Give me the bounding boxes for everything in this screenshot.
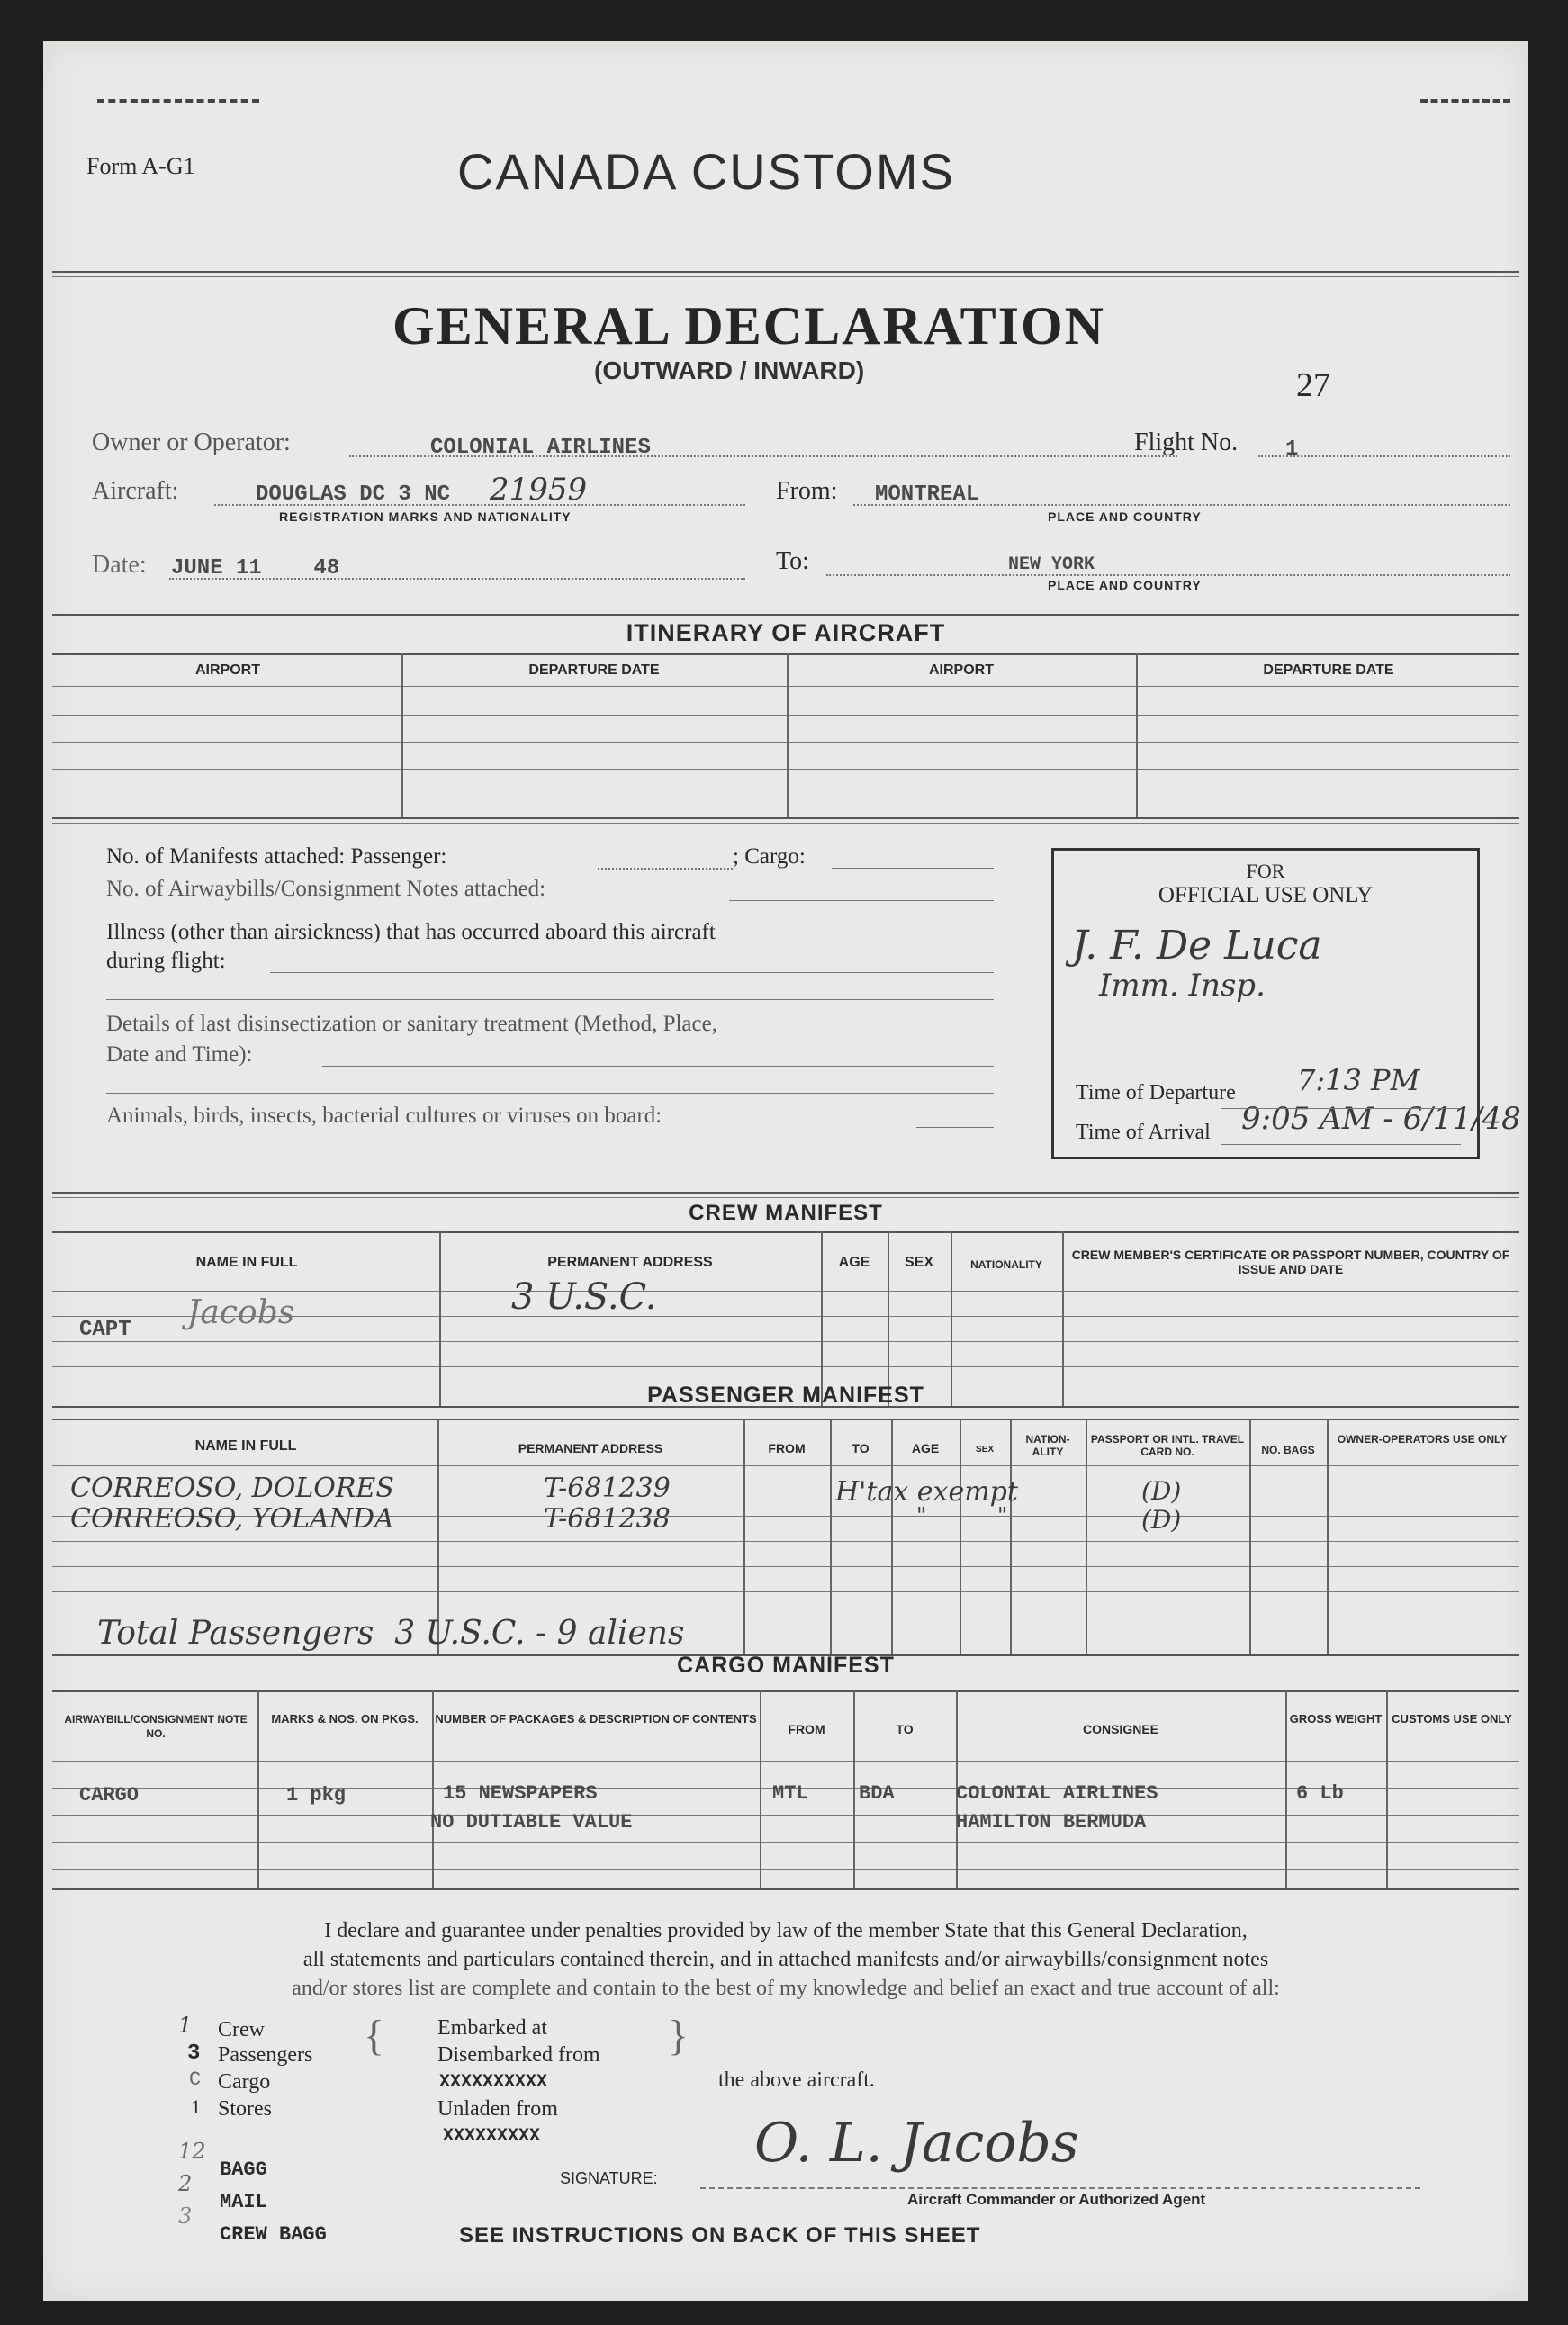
official-title-1: FOR (1246, 860, 1285, 882)
crew-col-age: AGE (838, 1255, 870, 1270)
header-rule (52, 271, 1519, 273)
passenger-rule-head (52, 1419, 1519, 1420)
bagg-label: BAGG (220, 2158, 267, 2181)
crew-rule-head (52, 1231, 1519, 1233)
passenger-2-ditto-1: " (916, 1503, 927, 1528)
flight-label: Flight No. (1134, 428, 1239, 456)
signature-caption: Aircraft Commander or Authorized Agent (907, 2191, 1206, 2208)
passenger-2-passport: (D) (1141, 1505, 1182, 1535)
form-number: Form A-G1 (86, 153, 195, 179)
crew-col-name: NAME IN FULL (195, 1255, 298, 1270)
from-label: From: (776, 477, 838, 505)
unladen-label: Unladen from (437, 2097, 558, 2121)
date-value: JUNE 11 48 (171, 556, 340, 581)
cargo-line (52, 1842, 1519, 1843)
page-number: 27 (1296, 366, 1330, 404)
page-title: GENERAL DECLARATION (392, 296, 1106, 356)
crew-col-nationality: NATIONALITY (970, 1258, 1042, 1271)
passenger-divider (960, 1419, 961, 1654)
cargo-divider (760, 1690, 761, 1888)
cargo-count-line (832, 868, 994, 869)
departure-label: Time of Departure (1076, 1081, 1236, 1104)
passenger-2-ditto-2: " (997, 1503, 1008, 1528)
crew-count-label: Crew (218, 2018, 265, 2041)
flight-value: 1 (1285, 437, 1299, 462)
passenger-divider (1086, 1419, 1087, 1654)
owner-value: COLONIAL AIRLINES (430, 436, 651, 460)
cargo-col-note: AIRWAYBILL/CONSIGNMENT NOTE NO. (64, 1713, 248, 1740)
disinsect-label-2: Date and Time): (106, 1042, 253, 1067)
cargo-col-from: FROM (788, 1722, 825, 1736)
passenger-col-from: FROM (768, 1441, 806, 1455)
declaration-form (43, 41, 1528, 2301)
official-title-2: OFFICIAL USE ONLY (1158, 883, 1374, 907)
signature-label: SIGNATURE: (560, 2169, 658, 2187)
passenger-1-name: CORREOSO, DOLORES (70, 1473, 394, 1504)
illness-label-1: Illness (other than airsickness) that has occurred aboard this aircraft (106, 920, 716, 944)
official-use-box (1051, 848, 1521, 1159)
cargo-col-to: TO (896, 1722, 914, 1736)
official-signature-1: J. F. De Luca (1072, 923, 1322, 969)
cargo-row2-desc: NO DUTIABLE VALUE (430, 1811, 633, 1834)
crew-line (52, 1291, 1519, 1292)
to-sublabel: PLACE AND COUNTRY (1048, 578, 1202, 592)
cargo-col-weight: GROSS WEIGHT (1289, 1712, 1383, 1726)
passengers-count: 3 (187, 2041, 201, 2066)
passenger-1-passport: (D) (1141, 1476, 1182, 1506)
passenger-divider (743, 1419, 745, 1654)
passenger-col-sex: SEX (975, 1445, 994, 1455)
passenger-col-bags: NO. BAGS (1261, 1444, 1315, 1456)
cargo-line (52, 1869, 1519, 1870)
departure-line (1221, 1108, 1461, 1109)
itinerary-line (52, 742, 1519, 743)
from-value: MONTREAL (875, 482, 979, 507)
cargo-count-label-2: Cargo (218, 2070, 271, 2094)
top-dash-right (1420, 99, 1510, 103)
declaration-line-1: I declare and guarantee under penalties provided by law of the member State that this General Declaration, (324, 1919, 1248, 1942)
crew-divider (951, 1231, 952, 1406)
itinerary-divider (1136, 653, 1138, 817)
airwaybills-line (729, 900, 994, 901)
struck-text-2: XXXXXXXXX (443, 2126, 541, 2147)
passenger-2-name: CORREOSO, YOLANDA (70, 1503, 394, 1535)
official-signature-2: Imm. Insp. (1099, 968, 1266, 1004)
cargo-divider (1386, 1690, 1388, 1888)
cargo-row-from: MTL (772, 1782, 808, 1805)
crew-divider (439, 1231, 441, 1406)
cargo-divider (1285, 1690, 1287, 1888)
itinerary-col-airport-2: AIRPORT (929, 662, 994, 678)
itinerary-rule-top (52, 614, 1519, 616)
itinerary-col-date-1: DEPARTURE DATE (528, 662, 660, 678)
passenger-divider (1010, 1419, 1012, 1654)
crew-col-sex: SEX (904, 1255, 933, 1270)
itinerary-divider (787, 653, 789, 817)
itinerary-rule-head (52, 653, 1519, 655)
arrival-line (1221, 1144, 1461, 1145)
aircraft-value: DOUGLAS DC 3 NC (256, 482, 451, 507)
left-brace: { (364, 2012, 385, 2059)
disinsect-line (322, 1066, 994, 1067)
itinerary-divider (401, 653, 403, 817)
agency-title: CANADA CUSTOMS (457, 143, 955, 200)
illness-line-2 (106, 999, 994, 1000)
cargo-col-consignee: CONSIGNEE (1082, 1722, 1158, 1736)
page-subtitle: (OUTWARD / INWARD) (594, 356, 865, 384)
manifests-line (598, 868, 733, 870)
mail-count: 2 (178, 2171, 193, 2196)
cargo-divider (853, 1690, 855, 1888)
cargo-col-marks: MARKS & NOS. ON PKGS. (271, 1712, 419, 1726)
instructions-footer: SEE INSTRUCTIONS ON BACK OF THIS SHEET (459, 2223, 981, 2248)
passenger-divider (830, 1419, 832, 1654)
above-aircraft: the above aircraft. (718, 2068, 875, 2092)
crew-rule-top-2 (52, 1197, 1519, 1198)
animals-line (916, 1127, 994, 1128)
header-rule-2 (52, 276, 1519, 277)
disinsect-line-2 (106, 1093, 994, 1094)
cargo-col-desc: NUMBER OF PACKAGES & DESCRIPTION OF CONTENTS (435, 1712, 757, 1726)
illness-line (270, 972, 994, 973)
crew-row-address: 3 U.S.C. (511, 1276, 657, 1318)
owner-label: Owner or Operator: (92, 428, 291, 456)
aircraft-label: Aircraft: (92, 477, 179, 505)
cargo-manifest-title: CARGO MANIFEST (677, 1653, 895, 1678)
cargo-line (52, 1761, 1519, 1762)
cargo-rule-bottom (52, 1888, 1519, 1890)
to-line (826, 574, 1510, 576)
crew-line (52, 1341, 1519, 1342)
passenger-line (52, 1566, 1519, 1567)
crew-line (52, 1366, 1519, 1367)
crew-col-address: PERMANENT ADDRESS (547, 1255, 713, 1270)
aircraft-registration: 21959 (490, 472, 588, 508)
cargo-count-label: ; Cargo: (733, 844, 806, 869)
arrival-label: Time of Arrival (1076, 1121, 1211, 1144)
mail-label: MAIL (220, 2191, 267, 2213)
itinerary-title: ITINERARY OF AIRCRAFT (626, 619, 946, 646)
passenger-line (52, 1465, 1519, 1466)
declaration-line-2: all statements and particulars contained therein, and in attached manifests and/or airwaybills/consignment notes (302, 1948, 1269, 1971)
arrival-value: 9:05 AM - 6/11/48 (1241, 1101, 1521, 1137)
animals-label: Animals, birds, insects, bacterial cultures or viruses on board: (106, 1104, 662, 1128)
itinerary-col-airport-1: AIRPORT (195, 662, 260, 678)
itinerary-col-date-2: DEPARTURE DATE (1263, 662, 1394, 678)
illness-label-2: during flight: (106, 949, 226, 973)
right-brace: } (668, 2012, 689, 2059)
disembarked-label: Disembarked from (437, 2043, 600, 2067)
itinerary-line (52, 769, 1519, 770)
cargo-count: C (189, 2068, 202, 2091)
cargo-divider (432, 1690, 434, 1888)
passenger-manifest-title: PASSENGER MANIFEST (647, 1383, 924, 1408)
signature-value: O. L. Jacobs (754, 2112, 1079, 2175)
passenger-divider (1327, 1419, 1329, 1654)
bagg-count: 12 (178, 2139, 206, 2164)
itinerary-line (52, 686, 1519, 687)
disinsect-label-1: Details of last disinsectization or sanitary treatment (Method, Place, (106, 1012, 717, 1036)
cargo-col-customs: CUSTOMS USE ONLY (1392, 1712, 1512, 1726)
cargo-row-marks: 1 pkg (286, 1784, 347, 1807)
aircraft-sublabel: REGISTRATION MARKS AND NATIONALITY (279, 509, 572, 524)
cargo-row2-consignee: HAMILTON BERMUDA (956, 1811, 1147, 1834)
passenger-col-owner: OWNER-OPERATORS USE ONLY (1337, 1433, 1508, 1446)
struck-text-1: XXXXXXXXXX (439, 2072, 548, 2093)
crew-divider (1062, 1231, 1064, 1406)
crew-manifest-title: CREW MANIFEST (689, 1201, 883, 1225)
date-label: Date: (92, 551, 147, 579)
passenger-1-address: T-681239 (544, 1473, 671, 1504)
passenger-total: Total Passengers 3 U.S.C. - 9 aliens (97, 1615, 685, 1652)
passenger-col-to: TO (852, 1441, 870, 1455)
crew-col-certificate: CREW MEMBER'S CERTIFICATE OR PASSPORT NUMBER, COUNTRY OF ISSUE AND DATE (1071, 1248, 1510, 1276)
stores-label: Stores (218, 2097, 272, 2121)
declaration-line-3: and/or stores list are complete and contain to the best of my knowledge and belief an exact and true account of all: (292, 1977, 1280, 2000)
itinerary-rule-bottom (52, 817, 1519, 819)
cargo-line (52, 1815, 1519, 1816)
cargo-row-to: BDA (859, 1782, 895, 1805)
signature-line (700, 2187, 1420, 2189)
from-sublabel: PLACE AND COUNTRY (1048, 509, 1202, 524)
passenger-col-age: AGE (911, 1441, 940, 1455)
passengers-count-label: Passengers (218, 2043, 313, 2067)
to-value: NEW YORK (1008, 554, 1095, 575)
crew-count: 1 (178, 2013, 193, 2038)
top-dash-left (97, 99, 259, 103)
passenger-col-address: PERMANENT ADDRESS (518, 1441, 663, 1455)
manifests-label: No. of Manifests attached: Passenger: (106, 844, 447, 869)
cargo-row-consignee: COLONIAL AIRLINES (956, 1782, 1158, 1805)
cargo-row-desc: 15 NEWSPAPERS (443, 1782, 598, 1805)
cargo-divider (257, 1690, 259, 1888)
cargo-row-note: CARGO (79, 1784, 140, 1807)
itinerary-line (52, 715, 1519, 716)
crew-row-name: Jacobs (187, 1294, 295, 1331)
crew-bagg-count: 3 (178, 2203, 193, 2229)
itinerary-rule-bottom-2 (52, 823, 1519, 824)
crew-bagg-label: CREW BAGG (220, 2223, 327, 2246)
passenger-2-address: T-681238 (544, 1503, 671, 1535)
passenger-1-tax: H'tax exempt (835, 1476, 1018, 1508)
passenger-col-nationality: NATION-ALITY (1025, 1433, 1070, 1458)
airwaybills-label: No. of Airwaybills/Consignment Notes attached: (106, 877, 546, 901)
crew-divider (821, 1231, 823, 1406)
stores-count: 1 (191, 2095, 201, 2118)
cargo-rule-head (52, 1690, 1519, 1692)
to-label: To: (776, 547, 809, 575)
embarked-label: Embarked at (437, 2016, 547, 2040)
crew-rule-top (52, 1192, 1519, 1194)
passenger-divider (1249, 1419, 1251, 1654)
passenger-col-name: NAME IN FULL (194, 1438, 297, 1454)
passenger-divider (891, 1419, 893, 1654)
passenger-line (52, 1541, 1519, 1542)
cargo-row-weight: 6 Lb (1296, 1782, 1344, 1805)
crew-row-title: CAPT (79, 1318, 131, 1342)
departure-value: 7:13 PM (1297, 1063, 1420, 1097)
crew-divider (888, 1231, 889, 1406)
passenger-line (52, 1591, 1519, 1592)
passenger-col-passport: PASSPORT OR INTL. TRAVEL CARD NO. (1090, 1433, 1245, 1458)
